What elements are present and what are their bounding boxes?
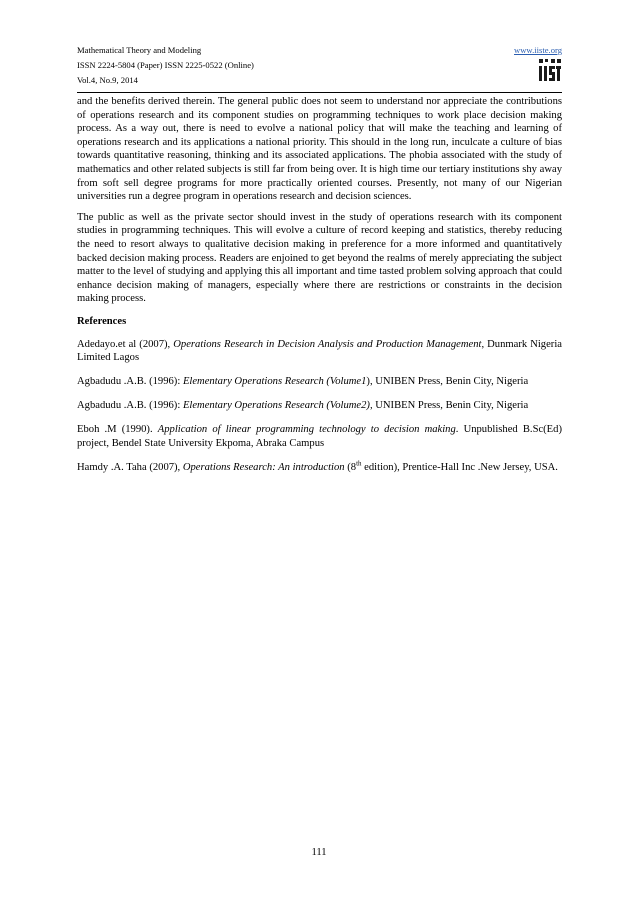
body-paragraph: and the benefits derived therein. The general public does not seem to understand nor appreciate the contributions of operations research and its component studies on programming techniques to work place decision making process. As a way out, there is need to evolve a national policy that will make the teaching and learning of operations research and its applications a national priority. This should in the long run, inculcate a culture of bias towards quantitative reasoning, thinking and its associated applications. The phobia associated with the study of mathematics and other related subjects is still far from being over. It is high time our tertiary institutions shy away from soft sell degree programs for more practically oriented courses. Presently, not many of our Nigerian universities run a degree program in operations research and decision sciences. — [77, 96, 562, 203]
article-body — [77, 95, 562, 485]
iiste-logo — [538, 58, 562, 82]
reference-item: Agbadudu .A.B. (1996): Elementary Operations Research (Volume1), UNIBEN Press, Benin City, Nigeria — [77, 376, 529, 388]
reference-item: Adedayo.et al (2007), Operations Research in Decision Analysis and Production Management, Dunmark Nigeria Limited Lagos — [77, 338, 562, 364]
references-heading: References — [77, 315, 127, 327]
page-header — [77, 44, 562, 102]
header-rule — [77, 92, 562, 93]
page-number: 111 — [311, 847, 327, 858]
reference-item: Eboh .M (1990). Application of linear programming technology to decision making. Unpublished B.Sc(Ed) project, Bendel State University Ekpoma, Abraka Campus — [77, 424, 562, 449]
journal-url-link[interactable]: www.iiste.org — [514, 45, 562, 55]
reference-item: Agbadudu .A.B. (1996): Elementary Operations Research (Volume2), UNIBEN Press, Benin City, Nigeria — [77, 400, 529, 412]
volume-line: Vol.4, No.9, 2014 — [77, 75, 138, 85]
reference-item: Hamdy .A. Taha (2007), Operations Research: An introduction (8th edition), Prentice-Hall Inc .New Jersey, USA. — [77, 459, 558, 474]
journal-name: Mathematical Theory and Modeling — [77, 45, 202, 55]
issn-line: ISSN 2224-5804 (Paper) ISSN 2225-0522 (Online) — [77, 60, 254, 70]
body-paragraph: The public as well as the private sector should invest in the study of operations research with its component studies in programming techniques. This will evolve a culture of record keeping and statistics, thereby reducing the need to resort always to qualitative decision making in preference for a more informed and quantitatively backed decision making process. Readers are enjoined to get beyond the realms of merely appreciating the subject matter to the level of studying and applying this all important and time tasted problem solving approach that could enhance decision making of managers, especially where there are restrictions or constraints in the decision making process. — [77, 211, 562, 305]
